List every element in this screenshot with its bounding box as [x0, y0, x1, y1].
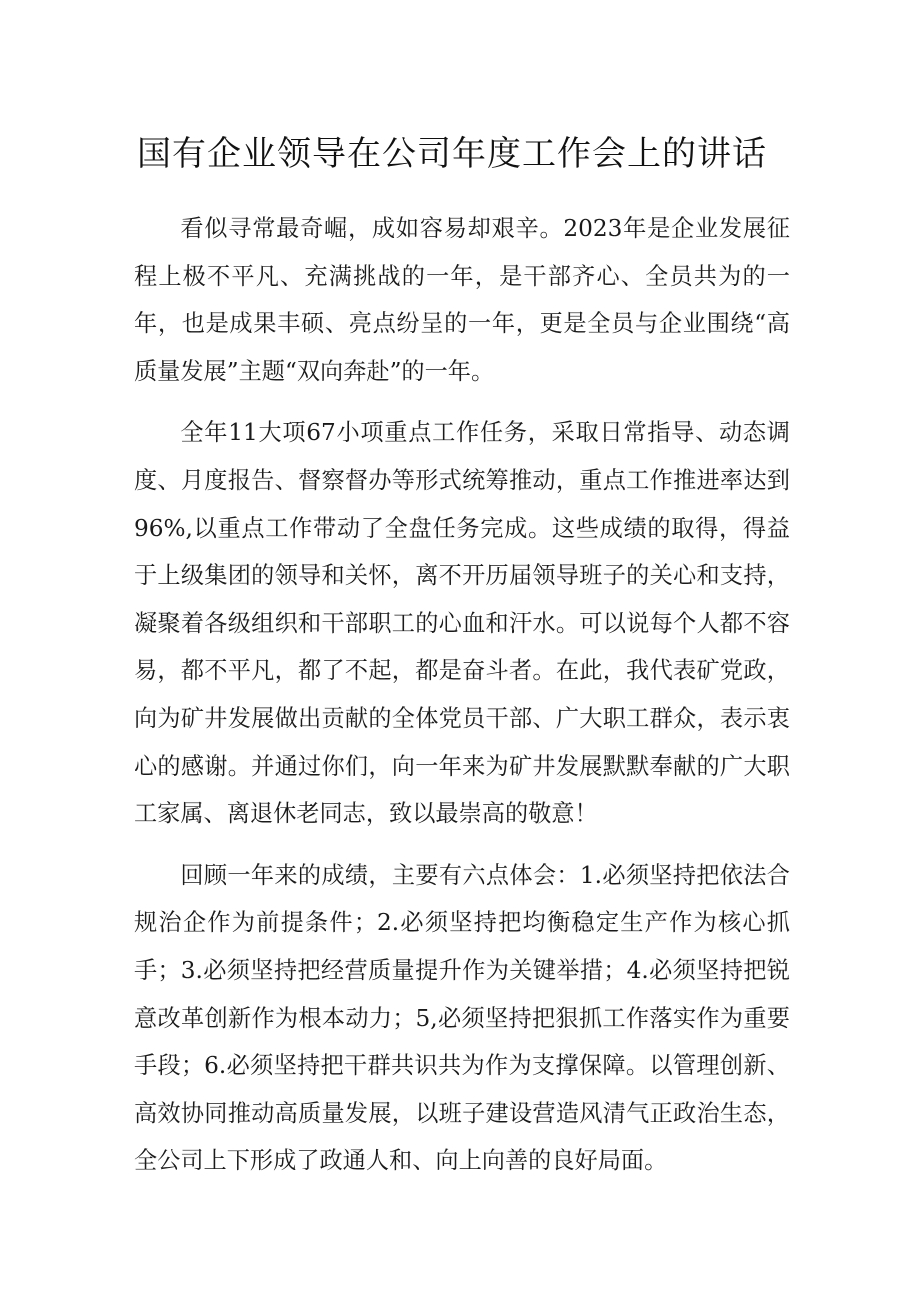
document-body [134, 205, 790, 1199]
paragraph-1: 看似寻常最奇崛，成如容易却艰辛。2023年是企业发展征程上极不平凡、充满挑战的一年，是干部齐心、全员共为的一年，也是成果丰硕、亮点纷呈的一年，更是全员与企业围绕“高质量发展”主题“双向奔赴”的一年。 [134, 215, 790, 385]
document-title: 国有企业领导在公司年度工作会上的讲话 [137, 134, 767, 174]
paragraph-3: 回顾一年来的成绩，主要有六点体会：1.必须坚持把依法合规治企作为前提条件；2.必须坚持把均衡稳定生产作为核心抓手；3.必须坚持把经营质量提升作为关键举措；4.必须坚持把锐意改革创新作为根本动力；5,必须坚持把狠抓工作落实作为重要手段；6.必须坚持把干群共识共为作为支撑保障。以管理创新、高效协同推动高质量发展，以班子建设营造风清气正政治生态，全公司上下形成了政通人和、向上向善的良好局面。 [134, 861, 790, 1175]
paragraph-2: 全年11大项67小项重点工作任务，采取日常指导、动态调度、月度报告、督察督办等形式统筹推动，重点工作推进率达到96%,以重点工作带动了全盘任务完成。这些成绩的取得，得益于上级集团的领导和关怀，离不开历届领导班子的关心和支持，凝聚着各级组织和干部职工的心血和汗水。可以说每个人都不容易，都不平凡，都了不起，都是奋斗者。在此，我代表矿党政，向为矿井发展做出贡献的全体党员干部、广大职工群众，表示衷心的感谢。并通过你们，向一年来为矿井发展默默奉献的广大职工家属、离退休老同志，致以最崇高的敬意！ [134, 419, 790, 828]
